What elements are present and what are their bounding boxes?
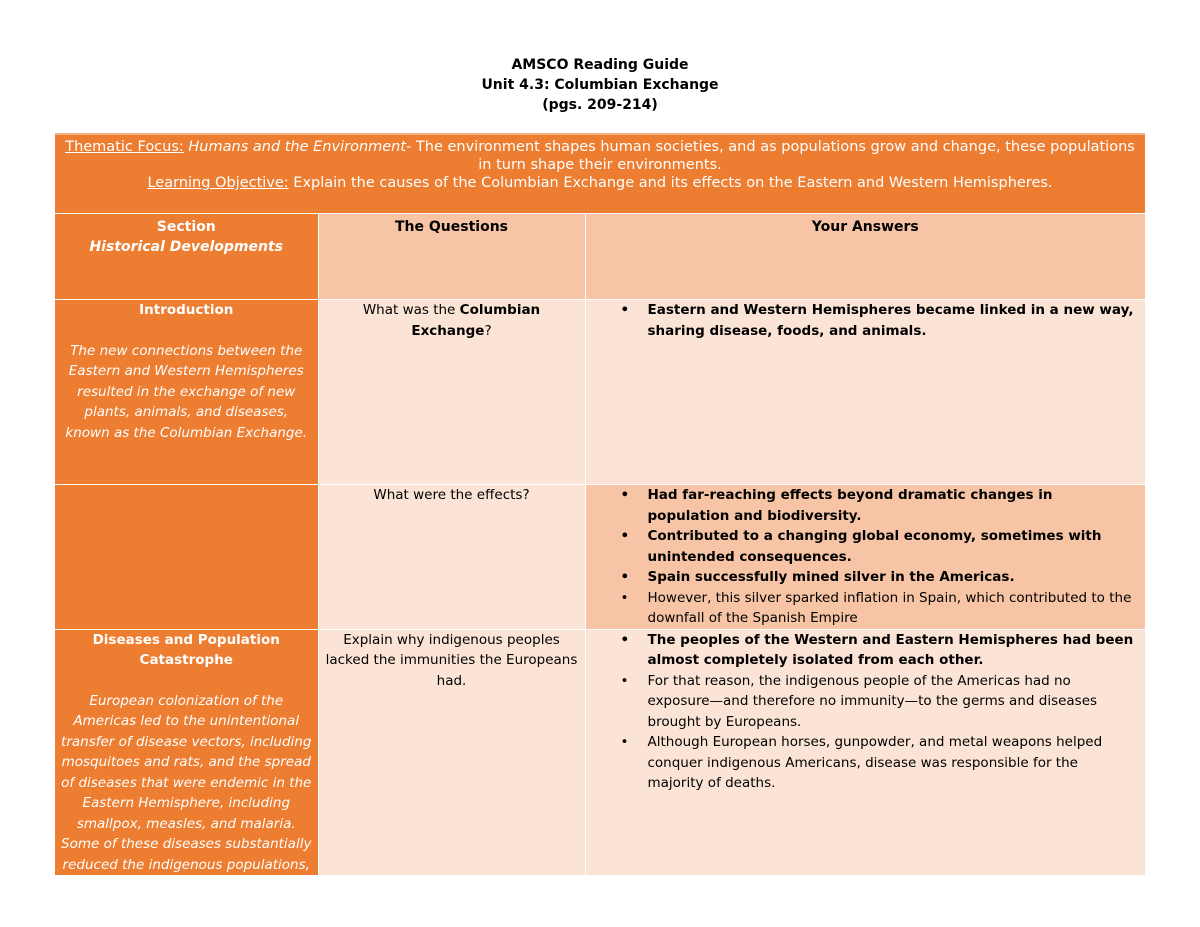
question-cell <box>318 300 585 485</box>
section-cell <box>55 485 318 630</box>
table-row <box>55 485 1145 630</box>
answer-list <box>586 630 1138 794</box>
question-text: What was the <box>362 302 460 318</box>
section-column-header <box>55 214 318 300</box>
thematic-focus-banner <box>55 134 1145 214</box>
page-range: (pgs. 209-214) <box>542 97 658 113</box>
answer-cell[interactable] <box>585 629 1145 875</box>
question-mark: ? <box>484 322 492 339</box>
section-description: The new connections between the Eastern and Western Hemispheres resulted in the exchange of new plants, animals, and diseases, known as the Columbian Exchange. <box>65 342 308 441</box>
thematic-focus-title: Humans and the Environment- <box>188 139 412 155</box>
section-cell <box>55 629 318 875</box>
learning-objective-label: Learning Objective: <box>147 175 289 191</box>
list-item: • However, this silver sparked inflation in Spain, which contributed to the downfall of the Spanish Empire <box>648 588 1138 629</box>
thematic-focus-label: Thematic Focus: <box>65 139 184 155</box>
list-item: • Spain successfully mined silver in the Americas. <box>648 567 1138 588</box>
section-cell <box>55 300 318 485</box>
list-item: • The peoples of the Western and Eastern Hemispheres had been almost completely isolated from each other. <box>648 630 1138 671</box>
unit-title: Unit 4.3: Columbian Exchange <box>481 77 719 93</box>
answer-cell[interactable] <box>585 300 1145 485</box>
guide-title: AMSCO Reading Guide <box>511 57 689 73</box>
list-item: • Eastern and Western Hemispheres became linked in a new way, sharing disease, foods, and animals. <box>648 300 1138 341</box>
questions-column-header: The Questions <box>318 214 585 300</box>
document-header <box>0 55 1200 115</box>
section-title: Diseases and Population Catastrophe <box>92 631 280 668</box>
question-key-term: Columbian Exchange <box>411 302 541 339</box>
answer-cell[interactable] <box>585 485 1145 630</box>
answers-column-header: Your Answers <box>585 214 1145 300</box>
question-cell: Explain why indigenous peoples lacked the immunities the Europeans had. <box>318 629 585 875</box>
answer-list <box>586 485 1138 629</box>
list-item: • Had far-reaching effects beyond dramatic changes in population and biodiversity. <box>648 485 1138 526</box>
section-title: Introduction <box>139 302 234 318</box>
list-item: • For that reason, the indigenous people of the Americas had no exposure—and therefore no immunity—to the germs and diseases brought by Europeans. <box>648 671 1138 733</box>
learning-objective-text: Explain the causes of the Columbian Exchange and its effects on the Eastern and Western Hemispheres. <box>288 175 1053 191</box>
list-item: • Contributed to a changing global economy, sometimes with unintended consequences. <box>648 526 1138 567</box>
section-header-title: Section <box>156 219 216 235</box>
table-row <box>55 300 1145 485</box>
reading-guide-table <box>55 133 1145 875</box>
thematic-focus-text: The environment shapes human societies, and as populations grow and change, these populations in turn shape their environments. <box>411 139 1135 173</box>
section-header-sub: Historical Developments <box>89 239 284 255</box>
list-item: • Although European horses, gunpowder, and metal weapons helped conquer indigenous Americans, disease was responsible for the majority of deaths. <box>648 732 1138 794</box>
question-cell: What were the effects? <box>318 485 585 630</box>
answer-list <box>586 300 1138 341</box>
table-row <box>55 629 1145 875</box>
section-description: European colonization of the Americas led to the unintentional transfer of disease vectors, including mosquitoes and rats, and the spread of diseases that were endemic in the Eastern Hemisphere, including smallpox, measles, and malaria. Some of these diseases substantially reduced the indigenous populations, <box>61 692 312 873</box>
